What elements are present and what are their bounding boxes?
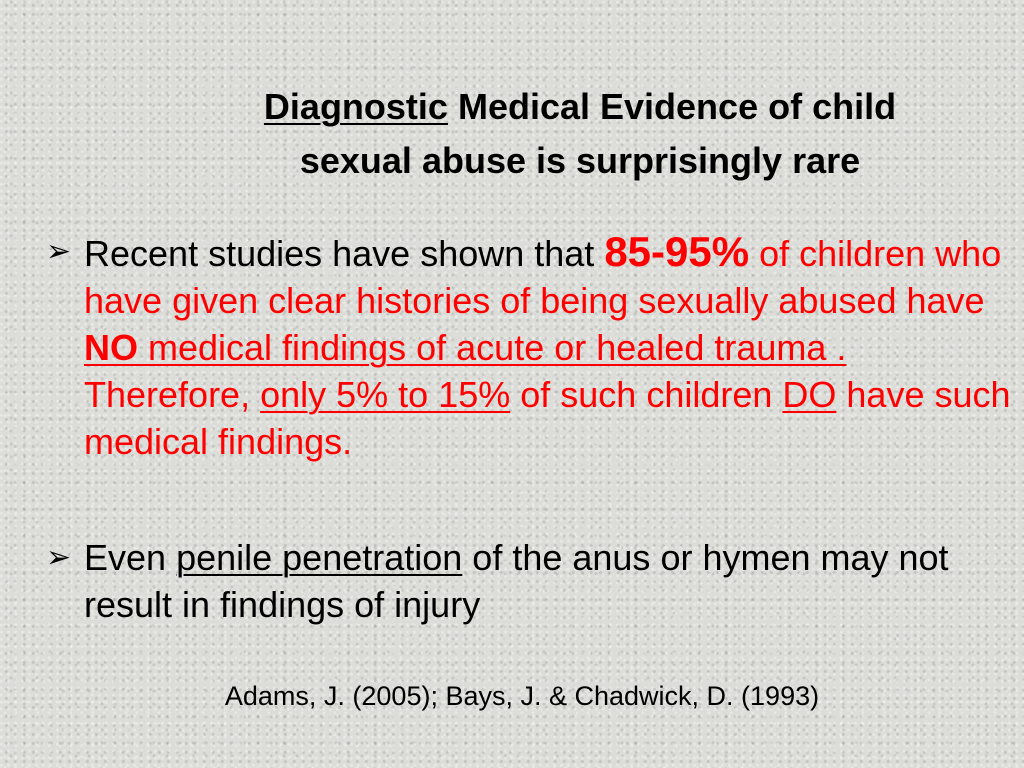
bullet-1-therefore: Therefore, [84, 374, 261, 415]
bullet-1-no: NO [84, 327, 138, 368]
bullet-2-part-1: Even [84, 537, 177, 578]
bullet-1-percentage: 85-95% [604, 228, 750, 275]
bullet-1-range: only 5% to 15% [260, 374, 511, 415]
title-line1-rest: Medical Evidence of child [447, 86, 897, 127]
arrow-bullet-icon: ➢ [46, 235, 72, 268]
bullet-2-underlined: penile penetration [176, 537, 463, 578]
bullet-1-part-3: of children who have given clear histories of being sexually abused have [84, 233, 1002, 321]
bullet-1 [46, 228, 1016, 465]
bullet-1-part-10: have such medical findings. [84, 374, 1011, 462]
arrow-bullet-icon: ➢ [46, 541, 72, 574]
bullet-1-do: DO [782, 374, 837, 415]
bullet-1-findings: medical findings of acute or healed trauma . [138, 327, 847, 368]
bullet-1-part-8: of such children [510, 374, 783, 415]
bullet-2-text [84, 534, 1016, 628]
bullet-2 [46, 534, 1016, 628]
slide-title [150, 80, 1010, 188]
bullet-2-part-3: of the anus or hymen may not result in findings of injury [84, 537, 949, 625]
title-underlined-word: Diagnostic [263, 86, 448, 127]
citation: Adams, J. (2005); Bays, J. & Chadwick, D. (1993) [224, 681, 820, 711]
title-line2: sexual abuse is surprisingly rare [299, 140, 861, 181]
bullet-1-part-1: Recent studies have shown that [84, 233, 605, 274]
bullet-1-text [84, 228, 1016, 465]
